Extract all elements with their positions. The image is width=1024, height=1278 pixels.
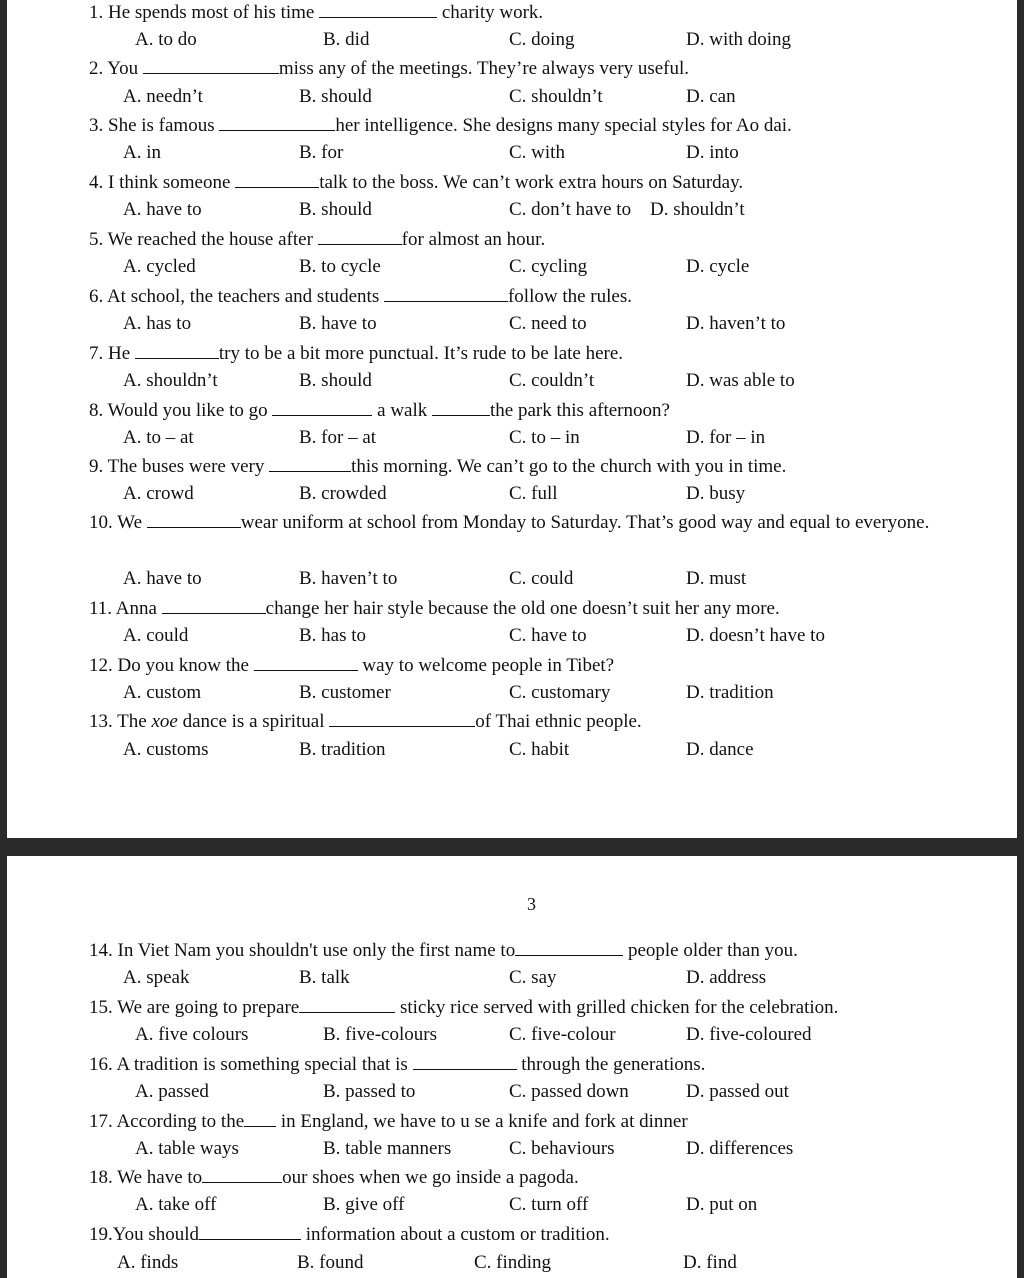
option-d[interactable]: D. put on	[686, 1194, 758, 1215]
answer-blank[interactable]	[147, 511, 241, 528]
question-9: 9. The buses were very this morning. We can’t go to the church with you in time.	[89, 456, 787, 477]
question-10: 10. We wear uniform at school from Monday to Saturday. That’s good way and equal to everyone.	[89, 512, 930, 533]
option-b[interactable]: B. should	[299, 86, 372, 107]
option-a[interactable]: A. shouldn’t	[123, 370, 218, 391]
answer-blank[interactable]	[244, 1110, 276, 1127]
option-d[interactable]: D. differences	[686, 1138, 794, 1159]
option-d[interactable]: D. for – in	[686, 427, 766, 448]
question-14: 14. In Viet Nam you shouldn't use only the first name to people older than you.	[89, 940, 798, 961]
option-b[interactable]: B. give off	[323, 1194, 405, 1215]
option-d[interactable]: D. with doing	[686, 29, 792, 50]
option-a[interactable]: A. table ways	[135, 1138, 239, 1159]
option-c[interactable]: C. five-colour	[509, 1024, 616, 1045]
option-b[interactable]: B. for	[299, 142, 344, 163]
option-a[interactable]: A. custom	[123, 682, 202, 703]
option-b[interactable]: B. found	[297, 1252, 364, 1273]
worksheet-page-bottom	[7, 856, 1017, 1278]
answer-blank[interactable]	[515, 939, 623, 956]
option-d[interactable]: D. dance	[686, 739, 754, 760]
option-b[interactable]: B. five-colours	[323, 1024, 437, 1045]
option-c[interactable]: C. turn off	[509, 1194, 589, 1215]
option-a[interactable]: A. needn’t	[123, 86, 203, 107]
answer-blank[interactable]	[384, 285, 508, 302]
answer-blank[interactable]	[272, 399, 372, 416]
option-d[interactable]: D. was able to	[686, 370, 795, 391]
question-3: 3. She is famous her intelligence. She designs many special styles for Ao dai.	[89, 115, 792, 136]
answer-blank[interactable]	[329, 710, 475, 727]
option-a[interactable]: A. passed	[135, 1081, 209, 1102]
question-8: 8. Would you like to go a walk the park this afternoon?	[89, 400, 670, 421]
option-b[interactable]: B. haven’t to	[299, 568, 398, 589]
answer-blank[interactable]	[413, 1053, 517, 1070]
option-b[interactable]: B. customer	[299, 682, 391, 703]
question-4: 4. I think someone talk to the boss. We can’t work extra hours on Saturday.	[89, 172, 744, 193]
option-c[interactable]: C. to – in	[509, 427, 580, 448]
option-a[interactable]: A. five colours	[135, 1024, 249, 1045]
answer-blank[interactable]	[318, 228, 402, 245]
answer-blank[interactable]	[202, 1166, 282, 1183]
option-b[interactable]: B. should	[299, 199, 372, 220]
option-d[interactable]: D. shouldn’t	[650, 199, 745, 220]
answer-blank[interactable]	[269, 455, 351, 472]
option-c[interactable]: C. couldn’t	[509, 370, 595, 391]
option-d[interactable]: D. find	[683, 1252, 737, 1273]
option-c[interactable]: C. cycling	[509, 256, 588, 277]
question-18: 18. We have to our shoes when we go inside a pagoda.	[89, 1167, 579, 1188]
answer-blank[interactable]	[319, 1, 437, 18]
answer-blank[interactable]	[143, 57, 279, 74]
option-b[interactable]: B. to cycle	[299, 256, 381, 277]
option-a[interactable]: A. to – at	[123, 427, 194, 448]
option-d[interactable]: D. haven’t to	[686, 313, 786, 334]
option-d[interactable]: D. busy	[686, 483, 746, 504]
option-b[interactable]: B. passed to	[323, 1081, 416, 1102]
option-c[interactable]: C. finding	[474, 1252, 552, 1273]
option-b[interactable]: B. talk	[299, 967, 350, 988]
option-c[interactable]: C. say	[509, 967, 557, 988]
option-c[interactable]: C. passed down	[509, 1081, 629, 1102]
question-15: 15. We are going to prepare sticky rice served with grilled chicken for the celebration.	[89, 997, 839, 1018]
option-d[interactable]: D. passed out	[686, 1081, 789, 1102]
question-1: 1. He spends most of his time charity work.	[89, 2, 544, 23]
option-d[interactable]: D. five-coloured	[686, 1024, 812, 1045]
option-b[interactable]: B. crowded	[299, 483, 387, 504]
question-16: 16. A tradition is something special that is through the generations.	[89, 1054, 706, 1075]
answer-blank[interactable]	[235, 171, 319, 188]
option-a[interactable]: A. has to	[123, 313, 192, 334]
option-a[interactable]: A. to do	[135, 29, 197, 50]
option-a[interactable]: A. take off	[135, 1194, 217, 1215]
question-6: 6. At school, the teachers and students follow the rules.	[89, 286, 632, 307]
option-d[interactable]: D. cycle	[686, 256, 750, 277]
option-c[interactable]: C. doing	[509, 29, 575, 50]
answer-blank[interactable]	[135, 342, 219, 359]
answer-blank[interactable]	[432, 399, 490, 416]
option-d[interactable]: D. address	[686, 967, 767, 988]
option-b[interactable]: B. for – at	[299, 427, 377, 448]
option-c[interactable]: C. full	[509, 483, 558, 504]
option-d[interactable]: D. doesn’t have to	[686, 625, 825, 646]
question-19: 19.You should information about a custom or tradition.	[89, 1224, 610, 1245]
option-c[interactable]: C. customary	[509, 682, 611, 703]
option-c[interactable]: C. don’t have to	[509, 199, 632, 220]
question-11: 11. Anna change her hair style because the old one doesn’t suit her any more.	[89, 598, 780, 619]
option-c[interactable]: C. could	[509, 568, 574, 589]
question-7: 7. He try to be a bit more punctual. It’s rude to be late here.	[89, 343, 624, 364]
option-d[interactable]: D. can	[686, 86, 736, 107]
option-b[interactable]: B. did	[323, 29, 370, 50]
option-b[interactable]: B. table manners	[323, 1138, 452, 1159]
option-a[interactable]: A. could	[123, 625, 189, 646]
question-17: 17. According to the in England, we have to u se a knife and fork at dinner	[89, 1111, 688, 1132]
option-a[interactable]: A. crowd	[123, 483, 194, 504]
answer-blank[interactable]	[219, 114, 335, 131]
option-a[interactable]: A. finds	[117, 1252, 179, 1273]
option-d[interactable]: D. must	[686, 568, 747, 589]
answer-blank[interactable]	[199, 1223, 301, 1240]
question-2: 2. You miss any of the meetings. They’re always very useful.	[89, 58, 690, 79]
worksheet-page-top	[7, 0, 1017, 838]
option-c[interactable]: C. have to	[509, 625, 587, 646]
option-c[interactable]: C. shouldn’t	[509, 86, 603, 107]
option-b[interactable]: B. tradition	[299, 739, 386, 760]
option-c[interactable]: C. need to	[509, 313, 587, 334]
option-a[interactable]: A. have to	[123, 199, 202, 220]
option-d[interactable]: D. tradition	[686, 682, 774, 703]
option-a[interactable]: A. have to	[123, 568, 202, 589]
option-b[interactable]: B. have to	[299, 313, 377, 334]
option-a[interactable]: A. speak	[123, 967, 190, 988]
answer-blank[interactable]	[162, 597, 266, 614]
option-a[interactable]: A. cycled	[123, 256, 196, 277]
option-a[interactable]: A. in	[123, 142, 161, 163]
answer-blank[interactable]	[299, 996, 395, 1013]
option-b[interactable]: B. should	[299, 370, 372, 391]
question-5: 5. We reached the house after for almost an hour.	[89, 229, 546, 250]
option-c[interactable]: C. with	[509, 142, 565, 163]
page-number: 3	[527, 894, 536, 914]
option-c[interactable]: C. behaviours	[509, 1138, 615, 1159]
option-d[interactable]: D. into	[686, 142, 739, 163]
option-b[interactable]: B. has to	[299, 625, 367, 646]
option-c[interactable]: C. habit	[509, 739, 570, 760]
option-a[interactable]: A. customs	[123, 739, 209, 760]
answer-blank[interactable]	[254, 654, 358, 671]
question-13: 13. The xoe dance is a spiritual of Thai ethnic people.	[89, 711, 642, 732]
question-12: 12. Do you know the way to welcome people in Tibet?	[89, 655, 615, 676]
